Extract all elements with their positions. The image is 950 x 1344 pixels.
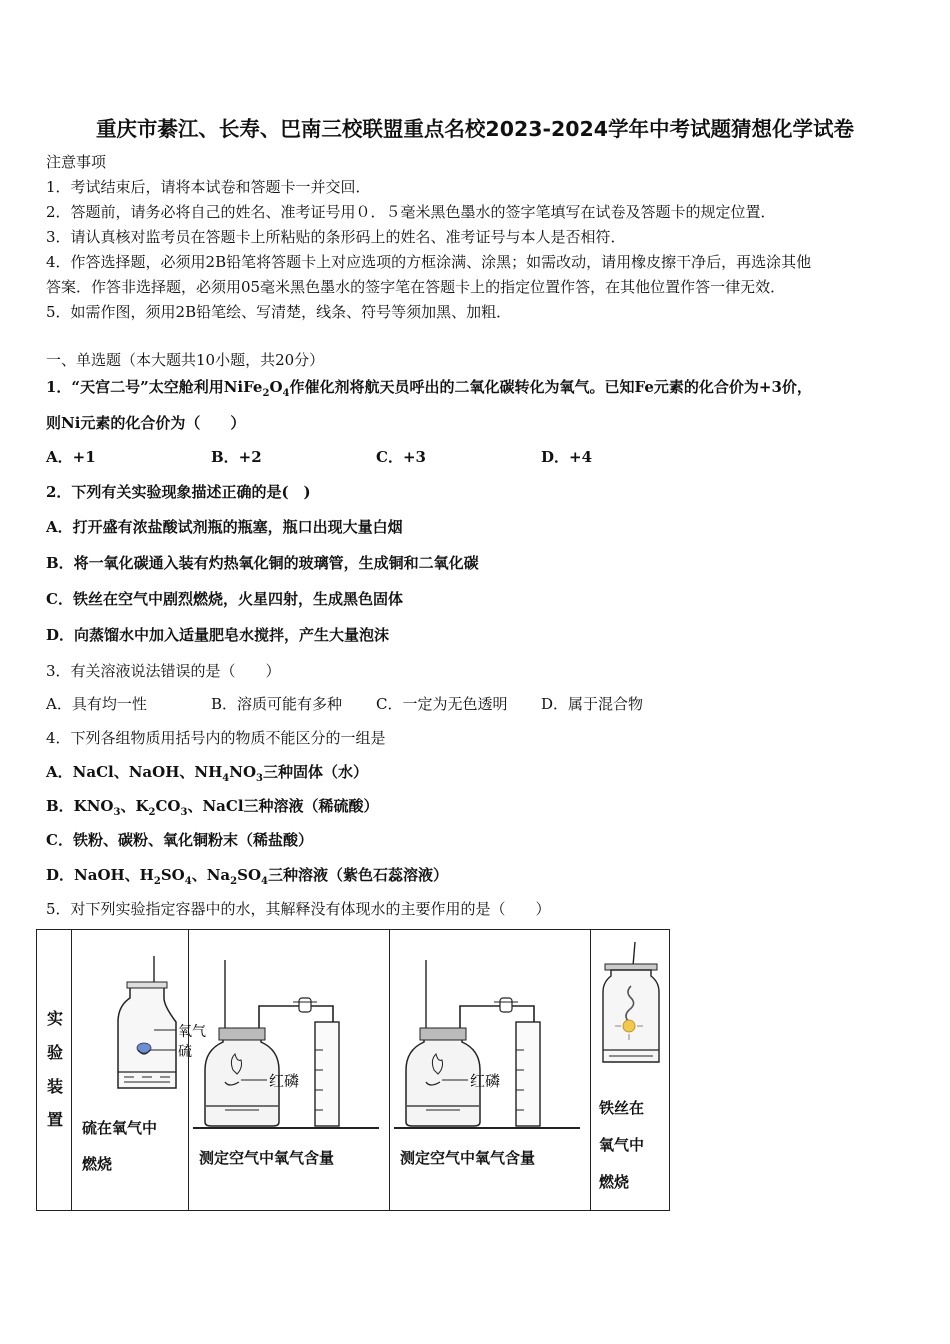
question-1-option-d[interactable]: D．+4 [541, 448, 593, 466]
question-2-option-d[interactable]: D．向蒸馏水中加入适量肥皂水搅拌，产生大量泡沫 [46, 626, 390, 644]
row-header-cell [37, 930, 72, 1211]
row-header-char: 验 [46, 1043, 63, 1062]
experiment-table [36, 929, 670, 1211]
question-1-option-a[interactable]: A．+1 [46, 448, 96, 466]
apparatus-cell-sulfur [72, 930, 206, 1211]
caption-line: 测定空气中氧气含量 [400, 1149, 536, 1167]
question-4-option-b[interactable]: B．$KNO_3$、$K_2CO_3$、NaCl三种溶液（稀硫酸） [46, 797, 379, 818]
caption-line: 测定空气中氧气含量 [199, 1149, 335, 1167]
question-1-stem-cont: 则Ni元素的化合价为（ ） [46, 414, 246, 432]
label-sulfur: 硫 [178, 1044, 192, 1060]
phosphorus-apparatus-diagram [189, 930, 389, 1140]
caption-line: 燃烧 [82, 1155, 113, 1173]
notice-item: 1．考试结束后，请将本试卷和答题卡一并交回． [46, 178, 371, 196]
question-3-option-b[interactable]: B．溶质可能有多种 [211, 695, 343, 713]
apparatus-cell-iron [591, 930, 670, 1211]
question-1-stem: 1．“天宫二号”太空舱利用$NiFe_2O_4$作催化剂将航天员呼出的二氧化碳转化为氧气。已知Fe元素的化合价为+3价， [46, 378, 812, 399]
caption-line: 硫在氧气中 [82, 1119, 158, 1137]
notice-item: 4．作答选择题，必须用2B铅笔将答题卡上对应选项的方框涂满、涂黑；如需改动，请用橡皮擦干净后，再选涂其他 [46, 253, 812, 271]
question-4-option-d[interactable]: D．NaOH、$H_2SO_4$、$Na_2SO_4$三种溶液（紫色石蕊溶液） [46, 866, 448, 887]
row-header-char: 装 [46, 1077, 63, 1096]
label-red-phosphorus: 红磷 [470, 1072, 501, 1090]
question-3-stem: 3．有关溶液说法错误的是（ ） [46, 662, 281, 680]
question-4-option-c[interactable]: C．铁粉、碳粉、氧化铜粉末（稀盐酸） [46, 831, 313, 849]
question-4-stem: 4．下列各组物质用括号内的物质不能区分的一组是 [46, 729, 386, 747]
question-1-option-b[interactable]: B．+2 [211, 448, 262, 466]
sulfur-apparatus-diagram [72, 930, 206, 1130]
section-heading: 一、单选题（本大题共10小题，共20分） [46, 351, 325, 369]
notice-item: 3．请认真核对监考员在答题卡上所粘贴的条形码上的姓名、准考证号与本人是否相符． [46, 228, 626, 246]
question-5-stem: 5．对下列实验指定容器中的水，其解释没有体现水的主要作用的是（ ） [46, 900, 551, 918]
apparatus-cell-phosphorus-2 [390, 930, 591, 1211]
label-oxygen: 氧气 [178, 1024, 206, 1040]
iron-wire-apparatus-diagram [591, 930, 669, 1080]
question-3-option-a[interactable]: A．具有均一性 [46, 695, 147, 713]
question-4-option-a[interactable]: A．NaCl、NaOH、$NH_4NO_3$三种固体（水） [46, 763, 368, 784]
question-1-option-c[interactable]: C．+3 [376, 448, 426, 466]
question-3-option-d[interactable]: D．属于混合物 [541, 695, 644, 713]
exam-title: 重庆市綦江、长寿、巴南三校联盟重点名校2023-2024学年中考试题猜想化学试卷 [95, 117, 855, 141]
question-2-stem: 2．下列有关实验现象描述正确的是( ) [46, 483, 311, 501]
notice-item: 2．答题前，请务必将自己的姓名、准考证号用０．５毫米黑色墨水的签字笔填写在试卷及答题卡的规定位置． [46, 203, 776, 221]
notice-heading: 注意事项 [46, 153, 107, 171]
phosphorus-apparatus-diagram [390, 930, 590, 1140]
question-2-option-a[interactable]: A．打开盛有浓盐酸试剂瓶的瓶塞，瓶口出现大量白烟 [46, 518, 403, 536]
caption-line: 燃烧 [599, 1173, 630, 1191]
label-red-phosphorus: 红磷 [269, 1072, 300, 1090]
row-header-char: 实 [46, 1009, 63, 1028]
question-2-option-c[interactable]: C．铁丝在空气中剧烈燃烧，火星四射，生成黑色固体 [46, 590, 403, 608]
notice-item: 答案．作答非选择题，必须用05毫米黑色墨水的签字笔在答题卡上的指定位置作答，在其他位置作答一律无效． [46, 278, 786, 296]
question-3-option-c[interactable]: C．一定为无色透明 [376, 695, 508, 713]
caption-line: 氧气中 [599, 1136, 645, 1154]
notice-item: 5．如需作图，须用2B铅笔绘、写清楚，线条、符号等须加黑、加粗． [46, 303, 512, 321]
question-2-option-b[interactable]: B．将一氧化碳通入装有灼热氧化铜的玻璃管，生成铜和二氧化碳 [46, 554, 479, 572]
apparatus-cell-phosphorus-1 [189, 930, 390, 1211]
row-header-char: 置 [46, 1110, 63, 1129]
caption-line: 铁丝在 [599, 1099, 645, 1117]
